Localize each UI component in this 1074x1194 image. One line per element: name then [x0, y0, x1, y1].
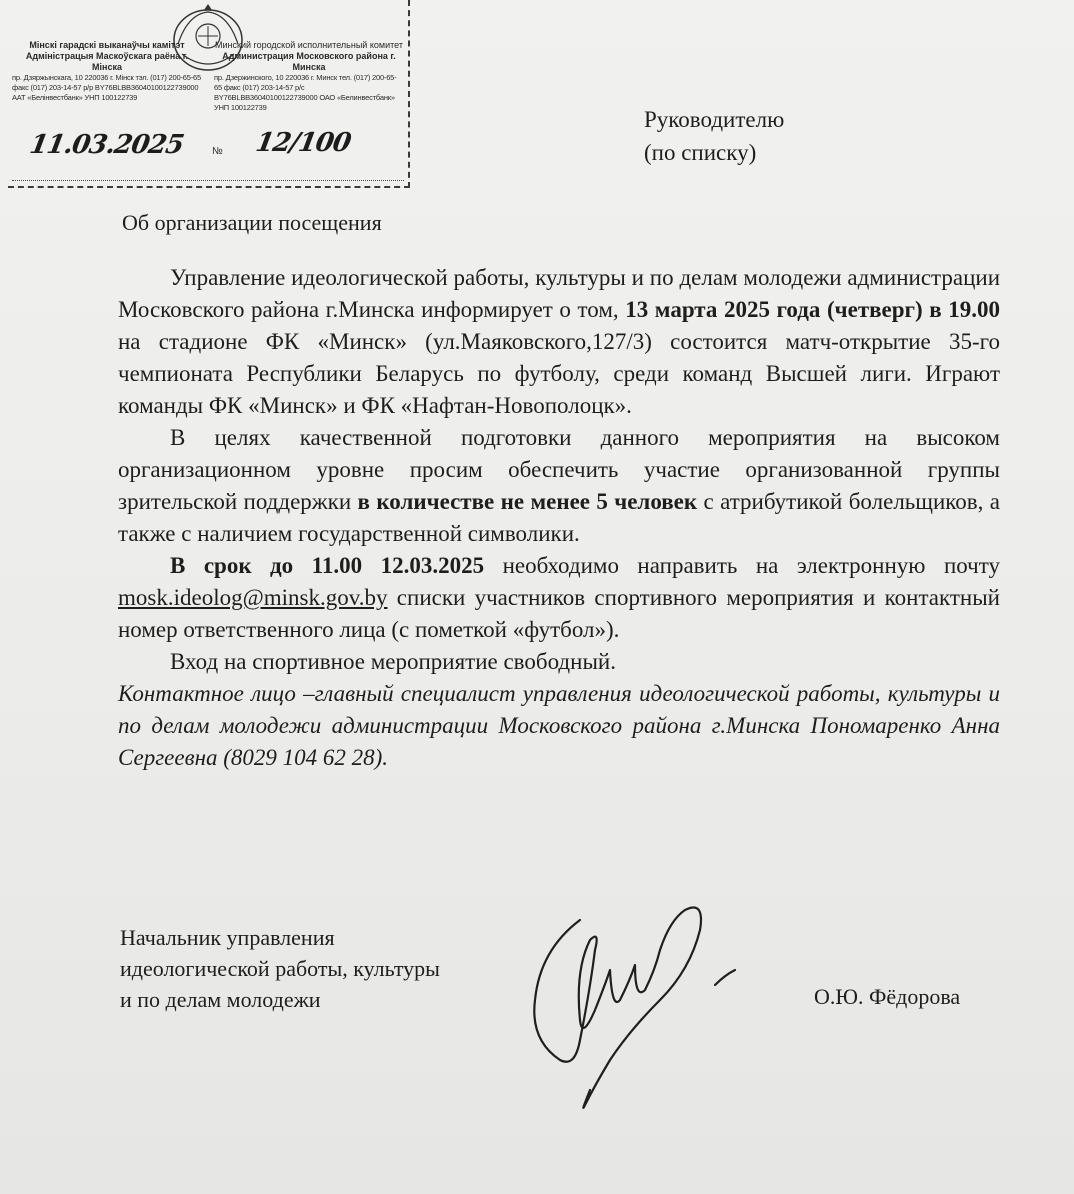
stamp-reference-line: [12, 158, 404, 181]
email-link[interactable]: mosk.ideolog@minsk.gov.by: [118, 585, 388, 610]
stamp-left-column: [12, 40, 202, 103]
stamp-left-details: пр. Дзяржынскага, 10 220036 г. Мінск тэл. (017) 200-65-65 факс (017) 203-14-57 р/р BY76BLBB36040100122739000 ААТ «Белінвестбанк» УНП 100122739: [12, 73, 201, 102]
signer-name: О.Ю. Фёдорова: [814, 984, 961, 1009]
signer-title-line-3: и по делам молодежи: [120, 987, 321, 1012]
letter-subject: Об организации посещения: [122, 210, 382, 235]
p3-text-b: списки участников спортивного мероприятия и контактный номер ответственного лица (с пометкой «футбол»).: [118, 585, 1000, 642]
paragraph-1: [118, 262, 1000, 422]
stamp-date: 11.03.2025: [27, 130, 186, 160]
stamp-number-label: №: [212, 146, 223, 157]
stamp-right-org-2: Администрация Московского района г. Минска: [222, 51, 396, 72]
handwritten-signature: [520, 890, 760, 1120]
contact-person: Контактное лицо –главный специалист управления идеологической работы, культуры и по делам молодежи администрации Московского района г.Минска Пономаренко Анна Сергеевна (8029 104 62 28).: [118, 681, 1000, 770]
p2-text-b: с атрибутикой болельщиков, а также с наличием государственной символики.: [118, 489, 1001, 546]
stamp-right-org-1: Минский городской исполнительный комитет: [215, 40, 403, 50]
p3-deadline: В срок до 11.00 12.03.2025: [170, 553, 485, 578]
signature-block: [120, 922, 440, 1015]
stamp-right-details: пр. Дзержинского, 10 220036 г. Минск тел. (017) 200-65-65 факс (017) 203-14-57 р/с BY76BLBB36040100122739000 ОАО «Белинвестбанк» УНП 100122739: [214, 73, 397, 112]
p1-text-a: Управление идеологической работы, культуры и по делам молодежи администрации Московского района г.Минска информирует о том,: [118, 265, 1000, 322]
signer-title-line-1: Начальник управления: [120, 925, 335, 950]
paragraph-3: [118, 550, 1000, 646]
stamp-left-org: Мінскі гарадскі выканаўчы камітэт Адміністрацыя Маскоўскага раёна г. Мінска: [25, 40, 189, 72]
addressee: [644, 103, 784, 169]
paragraph-2: [118, 422, 1000, 550]
addressee-line-1: Руководителю: [644, 107, 785, 132]
letterhead-stamp: [8, 0, 410, 188]
p3-text-a: необходимо направить на электронную почту: [484, 553, 1000, 578]
p2-quota: в количестве не менее 5 человек: [357, 489, 698, 514]
p1-text-b: на стадионе ФК «Минск» (ул.Маяковского,127/3) состоится матч-открытие 35-го чемпионата Республики Беларусь по футболу, среди команд Высшей лиги. Играют команды ФК «Минск» и ФК «Нафтан-Новополоцк».: [118, 329, 1000, 418]
p1-date-time: 13 марта 2025 года (четверг) в 19.00: [625, 297, 1000, 322]
stamp-right-column: [214, 40, 404, 113]
stamp-number: 12/100: [253, 128, 353, 158]
letter-body: [118, 262, 1000, 774]
paragraph-4: Вход на спортивное мероприятие свободный.: [170, 649, 616, 674]
signer-title-line-2: идеологической работы, культуры: [120, 956, 440, 981]
p2-text-a: В целях качественной подготовки данного мероприятия на высоком организационном уровне просим обеспечить участие организованной группы зрительской поддержки: [118, 425, 1000, 514]
addressee-line-2: (по списку): [644, 140, 757, 165]
